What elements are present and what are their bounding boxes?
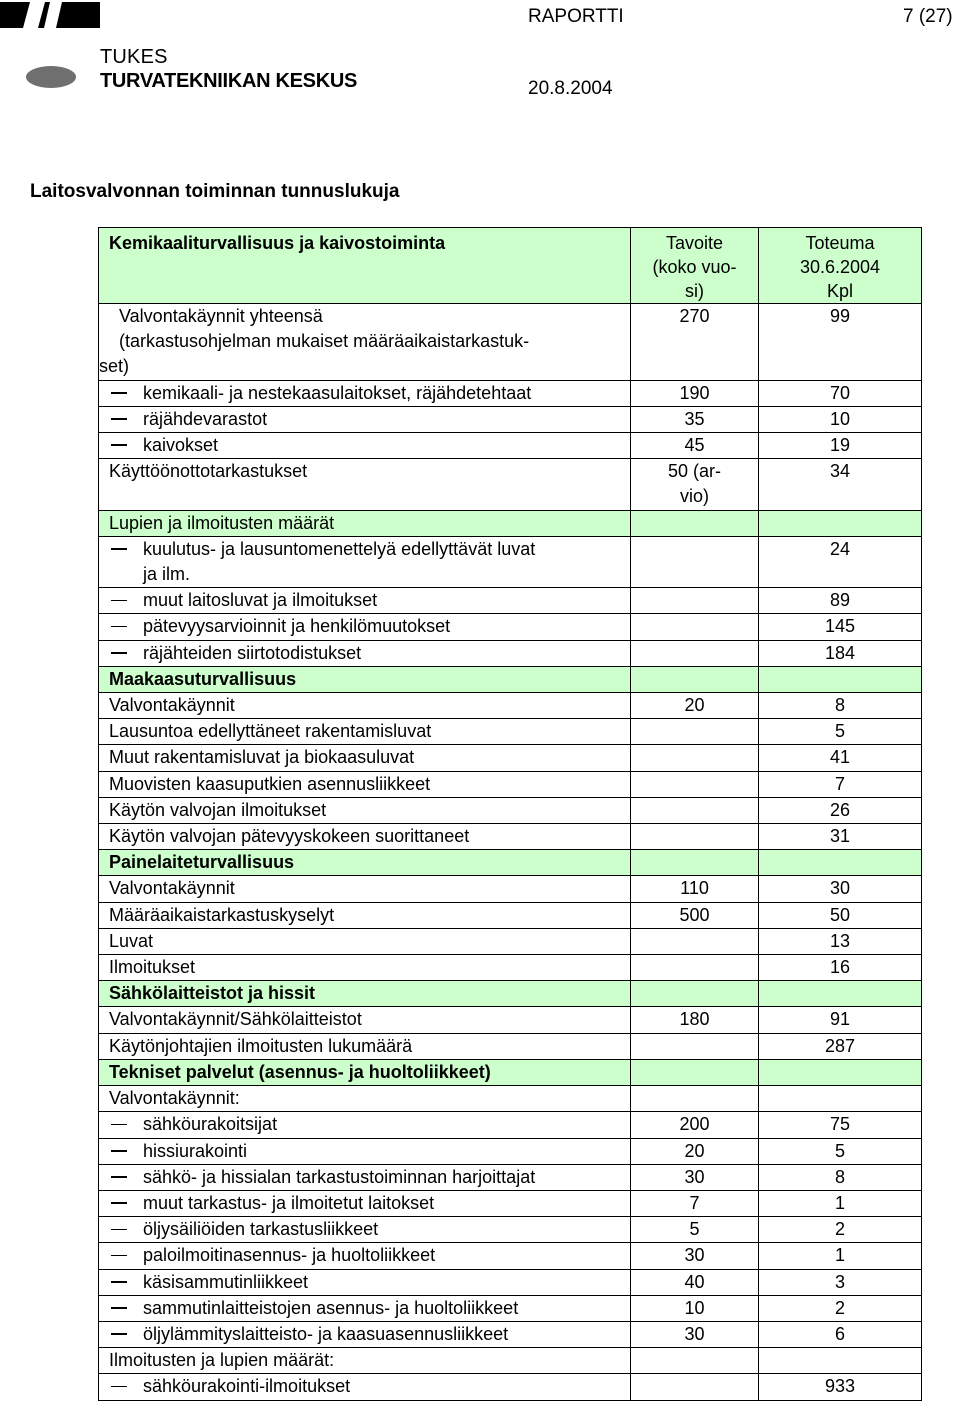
table-row bbox=[99, 1321, 922, 1347]
row-label: sähköurakoitsijat bbox=[99, 1112, 631, 1138]
dash-bullet-icon bbox=[111, 1229, 127, 1231]
row-label: Käytön valvojan ilmoitukset bbox=[99, 797, 631, 823]
row-label: Valvontakäynnit bbox=[99, 876, 631, 902]
section-row-pressure-equipment bbox=[99, 850, 922, 876]
table-row bbox=[99, 771, 922, 797]
table-row bbox=[99, 902, 922, 928]
row-actual: 34 bbox=[759, 459, 922, 510]
section-row-gas-safety bbox=[99, 666, 922, 692]
row-target: 35 bbox=[631, 406, 759, 432]
row-target bbox=[631, 955, 759, 981]
row-target: 190 bbox=[631, 380, 759, 406]
row-actual: 24 bbox=[759, 536, 922, 587]
row-target: 20 bbox=[631, 693, 759, 719]
dash-bullet-icon bbox=[111, 444, 127, 446]
row-actual: 50 bbox=[759, 902, 922, 928]
row-actual: 19 bbox=[759, 433, 922, 459]
dash-bullet-icon bbox=[111, 1333, 127, 1335]
row-target bbox=[631, 771, 759, 797]
table-row bbox=[99, 406, 922, 432]
dash-bullet-icon bbox=[111, 1202, 127, 1204]
table-row bbox=[99, 1007, 922, 1033]
dash-bullet-icon bbox=[111, 652, 127, 654]
header-label: Kemikaaliturvallisuus ja kaivostoiminta bbox=[99, 228, 631, 304]
row-label: käsisammutinliikkeet bbox=[99, 1269, 631, 1295]
table-row bbox=[99, 1138, 922, 1164]
row-actual: 31 bbox=[759, 824, 922, 850]
row-target: 270 bbox=[631, 304, 759, 381]
table-row bbox=[99, 1348, 922, 1374]
row-actual: 91 bbox=[759, 1007, 922, 1033]
row-label: Ilmoitukset bbox=[99, 955, 631, 981]
row-label: Käytönjohtajien ilmoitusten lukumäärä bbox=[99, 1033, 631, 1059]
row-target: 200 bbox=[631, 1112, 759, 1138]
row-actual: 184 bbox=[759, 640, 922, 666]
table-row bbox=[99, 1243, 922, 1269]
table-row bbox=[99, 745, 922, 771]
row-label: öljysäiliöiden tarkastusliikkeet bbox=[99, 1217, 631, 1243]
header-target: Tavoite (koko vuo- si) bbox=[631, 228, 759, 304]
section-label: Maakaasuturvallisuus bbox=[99, 666, 631, 692]
row-target: 110 bbox=[631, 876, 759, 902]
row-target bbox=[631, 536, 759, 587]
table-row bbox=[99, 1112, 922, 1138]
table-row bbox=[99, 536, 922, 587]
row-actual: 26 bbox=[759, 797, 922, 823]
table-row bbox=[99, 640, 922, 666]
table-row bbox=[99, 693, 922, 719]
row-target: 20 bbox=[631, 1138, 759, 1164]
table-row bbox=[99, 304, 922, 381]
table-header-row bbox=[99, 228, 922, 304]
table-row bbox=[99, 1086, 922, 1112]
row-actual bbox=[759, 510, 922, 536]
row-actual: 2 bbox=[759, 1217, 922, 1243]
row-label: sähköurakointi-ilmoitukset bbox=[99, 1374, 631, 1400]
row-actual: 145 bbox=[759, 614, 922, 640]
dash-bullet-icon bbox=[111, 1255, 127, 1257]
row-label: muut laitosluvat ja ilmoitukset bbox=[99, 588, 631, 614]
page-number: 7 (27) bbox=[903, 6, 953, 27]
section-row-technical-services bbox=[99, 1059, 922, 1085]
dash-bullet-icon bbox=[111, 626, 127, 628]
row-target: 180 bbox=[631, 1007, 759, 1033]
tukes-logo-mark bbox=[0, 2, 100, 28]
row-label: öljylämmityslaitteisto- ja kaasuasennusliikkeet bbox=[99, 1321, 631, 1347]
row-actual: 1 bbox=[759, 1190, 922, 1216]
row-actual: 13 bbox=[759, 928, 922, 954]
row-label: räjähdevarastot bbox=[99, 406, 631, 432]
dash-bullet-icon bbox=[111, 392, 127, 394]
row-actual: 2 bbox=[759, 1295, 922, 1321]
dash-bullet-icon bbox=[111, 1386, 127, 1388]
table-row bbox=[99, 1164, 922, 1190]
org-subtitle: TURVATEKNIIKAN KESKUS bbox=[100, 70, 358, 92]
row-actual: 5 bbox=[759, 1138, 922, 1164]
row-label: Käyttöönottotarkastukset bbox=[99, 459, 631, 510]
section-label: Tekniset palvelut (asennus- ja huoltoliikkeet) bbox=[99, 1059, 631, 1085]
row-label: kaivokset bbox=[99, 433, 631, 459]
row-actual: 10 bbox=[759, 406, 922, 432]
row-target: 40 bbox=[631, 1269, 759, 1295]
row-actual: 1 bbox=[759, 1243, 922, 1269]
row-actual: 7 bbox=[759, 771, 922, 797]
row-label: Lausuntoa edellyttäneet rakentamisluvat bbox=[99, 719, 631, 745]
table-row bbox=[99, 1033, 922, 1059]
row-label: Luvat bbox=[99, 928, 631, 954]
row-actual: 99 bbox=[759, 304, 922, 381]
table-row bbox=[99, 588, 922, 614]
dash-bullet-icon bbox=[111, 1150, 127, 1152]
dash-bullet-icon bbox=[111, 600, 127, 602]
row-label: sähkö- ja hissialan tarkastustoiminnan harjoittajat bbox=[99, 1164, 631, 1190]
section-row-electrical-elevators bbox=[99, 981, 922, 1007]
row-target bbox=[631, 824, 759, 850]
header-actual: Toteuma 30.6.2004 Kpl bbox=[759, 228, 922, 304]
table-row bbox=[99, 797, 922, 823]
row-actual: 16 bbox=[759, 955, 922, 981]
row-target bbox=[631, 640, 759, 666]
row-actual: 8 bbox=[759, 1164, 922, 1190]
row-actual: 8 bbox=[759, 693, 922, 719]
section-title: Laitosvalvonnan toiminnan tunnuslukuja bbox=[30, 181, 400, 202]
row-target: 500 bbox=[631, 902, 759, 928]
statistics-table bbox=[98, 227, 922, 1401]
row-actual: 6 bbox=[759, 1321, 922, 1347]
row-actual: 70 bbox=[759, 380, 922, 406]
row-target bbox=[631, 1033, 759, 1059]
row-target bbox=[631, 745, 759, 771]
row-target: 30 bbox=[631, 1243, 759, 1269]
table-row bbox=[99, 955, 922, 981]
row-label: muut tarkastus- ja ilmoitetut laitokset bbox=[99, 1190, 631, 1216]
row-label: Käytön valvojan pätevyyskokeen suorittaneet bbox=[99, 824, 631, 850]
dash-bullet-icon bbox=[111, 1176, 127, 1178]
row-label: paloilmoitinasennus- ja huoltoliikkeet bbox=[99, 1243, 631, 1269]
row-label: Ilmoitusten ja lupien määrät: bbox=[99, 1348, 631, 1374]
row-target bbox=[631, 719, 759, 745]
section-label: Sähkölaitteistot ja hissit bbox=[99, 981, 631, 1007]
row-target: 30 bbox=[631, 1321, 759, 1347]
row-label: sammutinlaitteistojen asennus- ja huoltoliikkeet bbox=[99, 1295, 631, 1321]
dash-bullet-icon bbox=[111, 1124, 127, 1126]
row-actual: 75 bbox=[759, 1112, 922, 1138]
row-label: Valvontakäynnit yhteensä (tarkastusohjelman mukaiset määräaikaistarkastuk- set) bbox=[99, 304, 631, 381]
row-actual: 5 bbox=[759, 719, 922, 745]
table-row bbox=[99, 614, 922, 640]
row-actual: 30 bbox=[759, 876, 922, 902]
table-row bbox=[99, 459, 922, 510]
row-target bbox=[631, 510, 759, 536]
row-target bbox=[631, 928, 759, 954]
table-row bbox=[99, 719, 922, 745]
row-actual: 89 bbox=[759, 588, 922, 614]
row-target: 5 bbox=[631, 1217, 759, 1243]
table-subheader-row bbox=[99, 510, 922, 536]
row-label: Määräaikaistarkastuskyselyt bbox=[99, 902, 631, 928]
dash-bullet-icon bbox=[111, 1281, 127, 1283]
row-label: kuulutus- ja lausuntomenettelyä edellyttävät luvat ja ilm. bbox=[99, 536, 631, 587]
table-row bbox=[99, 928, 922, 954]
table-row bbox=[99, 1269, 922, 1295]
row-actual: 287 bbox=[759, 1033, 922, 1059]
row-target: 7 bbox=[631, 1190, 759, 1216]
row-label: Valvontakäynnit/Sähkölaitteistot bbox=[99, 1007, 631, 1033]
dash-bullet-icon bbox=[111, 548, 127, 550]
row-target bbox=[631, 1374, 759, 1400]
dash-bullet-icon bbox=[111, 1307, 127, 1309]
row-label: hissiurakointi bbox=[99, 1138, 631, 1164]
table-row bbox=[99, 380, 922, 406]
row-target: 45 bbox=[631, 433, 759, 459]
table-row bbox=[99, 1217, 922, 1243]
tukes-logo-oval bbox=[26, 66, 76, 88]
table-row bbox=[99, 824, 922, 850]
row-actual: 41 bbox=[759, 745, 922, 771]
row-label: Valvontakäynnit: bbox=[99, 1086, 631, 1112]
row-target bbox=[631, 614, 759, 640]
row-target: 30 bbox=[631, 1164, 759, 1190]
row-label: Muovisten kaasuputkien asennusliikkeet bbox=[99, 771, 631, 797]
table-row bbox=[99, 1374, 922, 1400]
org-name: TUKES bbox=[100, 46, 168, 68]
table-row bbox=[99, 1190, 922, 1216]
row-actual: 933 bbox=[759, 1374, 922, 1400]
row-label: Valvontakäynnit bbox=[99, 693, 631, 719]
row-target bbox=[631, 588, 759, 614]
table-row bbox=[99, 1295, 922, 1321]
table-row bbox=[99, 433, 922, 459]
row-label: Muut rakentamisluvat ja biokaasuluvat bbox=[99, 745, 631, 771]
row-target bbox=[631, 797, 759, 823]
row-actual: 3 bbox=[759, 1269, 922, 1295]
section-label: Painelaiteturvallisuus bbox=[99, 850, 631, 876]
row-label: kemikaali- ja nestekaasulaitokset, räjähdetehtaat bbox=[99, 380, 631, 406]
row-label: pätevyysarvioinnit ja henkilömuutokset bbox=[99, 614, 631, 640]
dash-bullet-icon bbox=[111, 418, 127, 420]
document-type: RAPORTTI bbox=[528, 6, 624, 27]
document-date: 20.8.2004 bbox=[528, 78, 613, 99]
row-label: Lupien ja ilmoitusten määrät bbox=[99, 510, 631, 536]
row-target: 50 (ar- vio) bbox=[631, 459, 759, 510]
table-row bbox=[99, 876, 922, 902]
row-label: räjähteiden siirtotodistukset bbox=[99, 640, 631, 666]
row-target: 10 bbox=[631, 1295, 759, 1321]
